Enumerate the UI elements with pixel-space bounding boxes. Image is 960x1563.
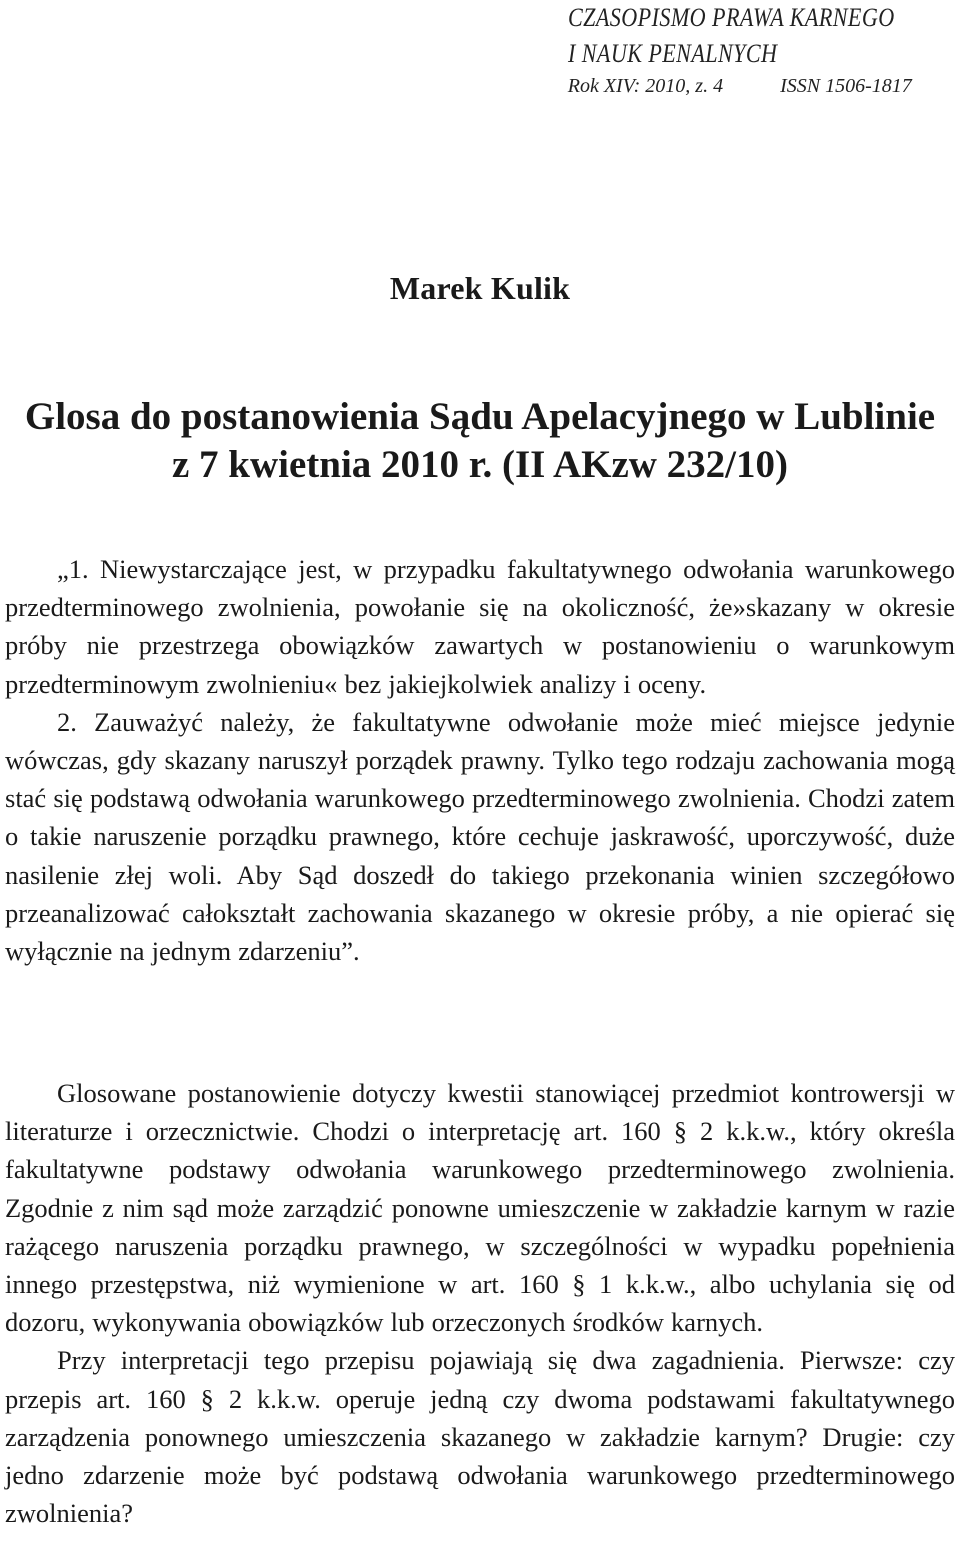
body-paragraph-2: Przy interpretacji tego przepisu pojawiają się dwa zagadnienia. Pierwsze: czy przepis art. 160 § 2 k.k.w. operuje jedną czy dwoma podstawami fakultatywnego zarządzenia ponownego umieszczenia skazanego w zakładzie karnym? Drugie: czy jedno zdarzenie może być podstawą odwołania warunkowego przedterminowego zwolnienia? (5, 1345, 955, 1529)
journal-header (568, 0, 952, 100)
journal-issue-line (568, 72, 952, 100)
body-paragraph-1: Glosowane postanowienie dotyczy kwestii stanowiącej przedmiot kontrowersji w literaturze i orzecznictwie. Chodzi o interpretację art. 160 § 2 k.k.w., który określa fakultatywne podstawy odwołania warunkowego przedterminowego zwolnienia. Zgodnie z nim sąd może zarządzić ponowne umieszczenie w zakładzie karnym w razie rażącego naruszenia porządku prawnego, w szczególności w wypadku popełnienia innego przestępstwa, niż wymienione w art. 160 § 1 k.k.w., albo uchylania się od dozoru, wykonywania obowiązków lub orzeczonych środków karnych. (5, 1078, 955, 1338)
article-title-line1: Glosa do postanowienia Sądu Apelacyjnego w Lublinie (24, 395, 936, 438)
thesis-paragraph-2: 2. Zauważyć należy, że fakultatywne odwołanie może mieć miejsce jedynie wówczas, gdy skazany naruszył porządek prawny. Tylko tego rodzaju zachowania mogą stać się podstawą odwołania warunkowego przedterminowego zwolnienia. Chodzi zatem o takie naruszenie porządku prawnego, które cechuje jaskrawość, uporczywość, duże nasilenie złej woli. Aby Sąd doszedł do takiego przekonania winien szczegółowo przeanalizować całokształt zachowania skazanego w okresie próby, a nie opierać się wyłącznie na jednym zdarzeniu”. (5, 706, 955, 967)
journal-name-line2: I NAUK PENALNYCH (567, 39, 778, 68)
journal-name-line1: CZASOPISMO PRAWA KARNEGO (567, 3, 895, 32)
body-text (5, 1074, 955, 1532)
article-title (0, 393, 960, 489)
journal-year-issue: Rok XIV: 2010, z. 4 (567, 75, 724, 97)
thesis-block (5, 550, 955, 970)
journal-issn: ISSN 1506-1817 (780, 75, 912, 97)
thesis-paragraph-1: „1. Niewystarczające jest, w przypadku fakultatywnego odwołania warunkowego przedterminowego zwolnienia, powołanie się na okoliczność, że»skazany w okresie próby nie przestrzega obowiązków zawartych w postanowieniu o warunkowym przedterminowym zwolnieniu« bez jakiejkolwiek analizy i oceny. (5, 554, 955, 699)
article-title-line2: z 7 kwietnia 2010 r. (II AKzw 232/10) (171, 443, 789, 486)
author-name: Marek Kulik (389, 270, 571, 306)
